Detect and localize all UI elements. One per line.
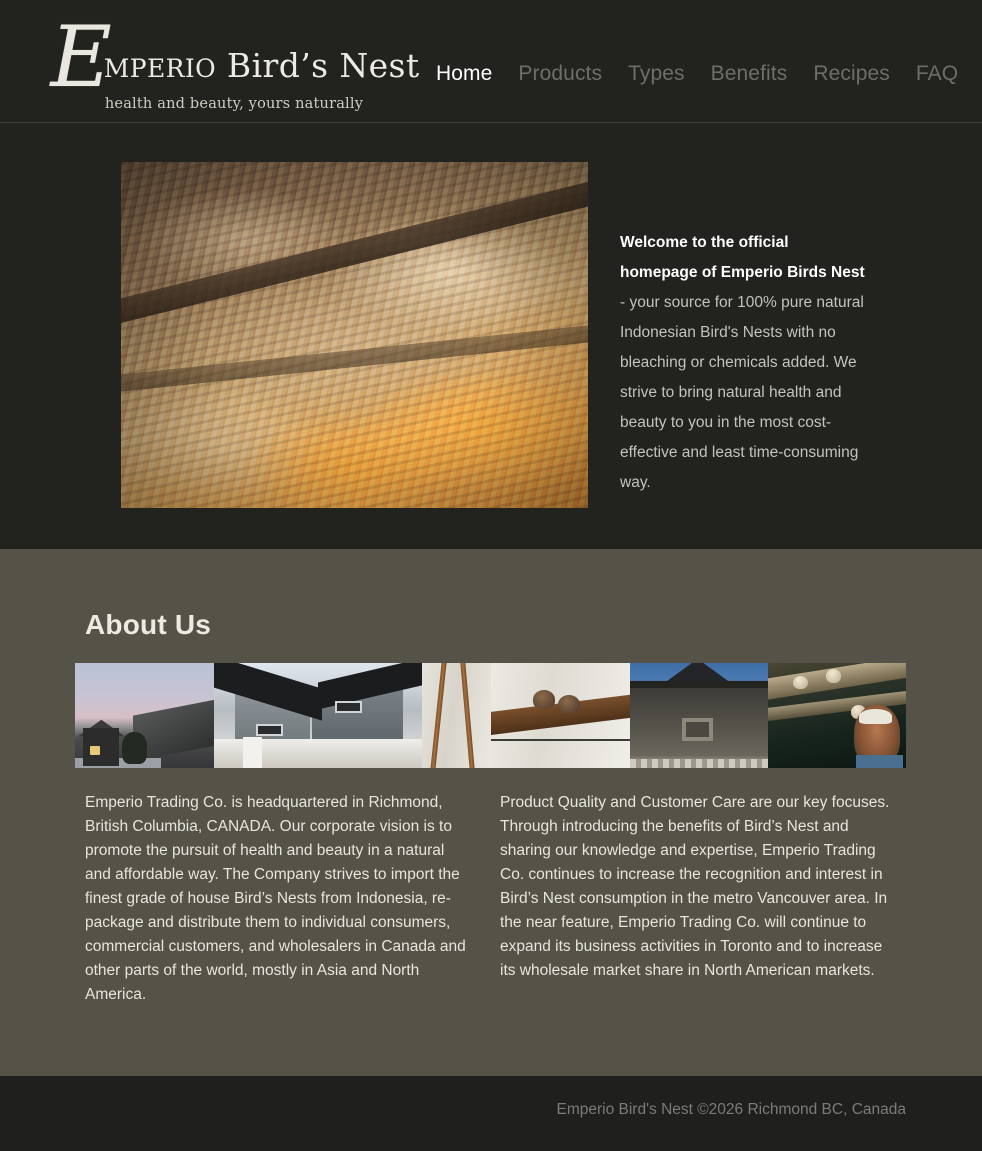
main-navigation [436, 62, 958, 86]
about-columns [85, 791, 905, 1007]
about-title: About Us [85, 609, 212, 640]
site-footer [0, 1076, 982, 1151]
gallery-4-nest-b [558, 695, 580, 714]
logo-wordmark-text [103, 46, 420, 85]
gallery-6-harvester-cap [859, 709, 892, 724]
hero-body-text: - your source for 100% pure natural Indonesian Bird's Nests with no bleaching or chemicals added. We strive to bring natural health and beauty to you in the most cost-effective and least time-consuming way. [620, 294, 864, 491]
nav-item-types[interactable]: Types [628, 62, 685, 85]
nav-item-benefits[interactable]: Benefits [710, 62, 788, 85]
site-header [0, 0, 982, 123]
site-logo[interactable] [44, 8, 424, 112]
about-gallery-strip [75, 663, 906, 768]
gallery-2-entry-hole-1 [256, 724, 283, 737]
nav-item-home[interactable]: Home [436, 62, 493, 85]
gallery-5-window [682, 718, 712, 741]
hero-image-vignette [121, 162, 588, 508]
nav-item-recipes[interactable]: Recipes [813, 62, 890, 85]
gallery-item-dusk-sky-over-nest-house[interactable] [75, 663, 214, 768]
gallery-1-lamp [90, 746, 100, 755]
logo-initial-e: E [50, 8, 102, 107]
nav-item-faq[interactable]: FAQ [915, 62, 959, 85]
gallery-2-post [243, 737, 262, 769]
logo-wordmark-caps: MPERIO [103, 54, 217, 83]
gallery-item-nest-house-corner-with-entry-holes[interactable] [214, 663, 422, 768]
gallery-4-seam [491, 739, 630, 741]
gallery-2-entry-hole-2 [335, 701, 362, 714]
gallery-5-eave [630, 681, 768, 688]
gallery-1-hut [83, 728, 119, 766]
gallery-6-nest-2 [826, 669, 841, 683]
gallery-1-tree [122, 732, 147, 764]
hero-lead-text: Welcome to the official homepage of Emperio Birds Nest [620, 234, 865, 281]
logo-tagline: health and beauty, yours naturally [104, 96, 364, 112]
hero-text-block [620, 228, 870, 498]
gallery-6-nest-1 [793, 676, 808, 690]
gallery-item-nests-on-wooden-beam[interactable] [491, 663, 630, 768]
footer-copyright: Emperio Bird's Nest ©2026 Richmond BC, Canada [556, 1101, 906, 1118]
hero-image-birds-nests [121, 162, 588, 508]
about-column-left: Emperio Trading Co. is headquartered in Richmond, British Columbia, CANADA. Our corporate vision is to promote the pursuit of health and beauty in a natural and affordable way. The Company strives to import the finest grade of house Bird’s Nests from Indonesia, re-package and distribute them to individual consumers, commercial customers, and wholesalers in Canada and other parts of the world, mostly in Asia and North America. [85, 794, 466, 1003]
logo-wordmark-mixed: Bird’s Nest [216, 46, 420, 85]
about-column-right: Product Quality and Customer Care are our key focuses. Through introducing the benefits of Bird’s Nest and sharing our knowledge and expertise, Emperio Trading Co. continues to increase the recognition and interest in Bird’s Nest consumption in the metro Vancouver area. In the near feature, Emperio Trading Co. will continue to expand its business activities in Toronto and to increase its wholesale market share in North American markets. [500, 794, 890, 979]
nav-item-products[interactable]: Products [518, 62, 603, 85]
gallery-item-nest-house-facade-with-window[interactable] [630, 663, 768, 768]
gallery-6-harvester-shirt [856, 755, 903, 768]
gallery-4-nest-a [533, 690, 555, 709]
gallery-item-white-ceiling-with-wooden-beams[interactable] [422, 663, 491, 768]
hero-section [0, 123, 982, 549]
gallery-5-base [630, 759, 768, 768]
gallery-item-harvester-collecting-nests[interactable] [768, 663, 906, 768]
about-section [0, 549, 982, 1076]
